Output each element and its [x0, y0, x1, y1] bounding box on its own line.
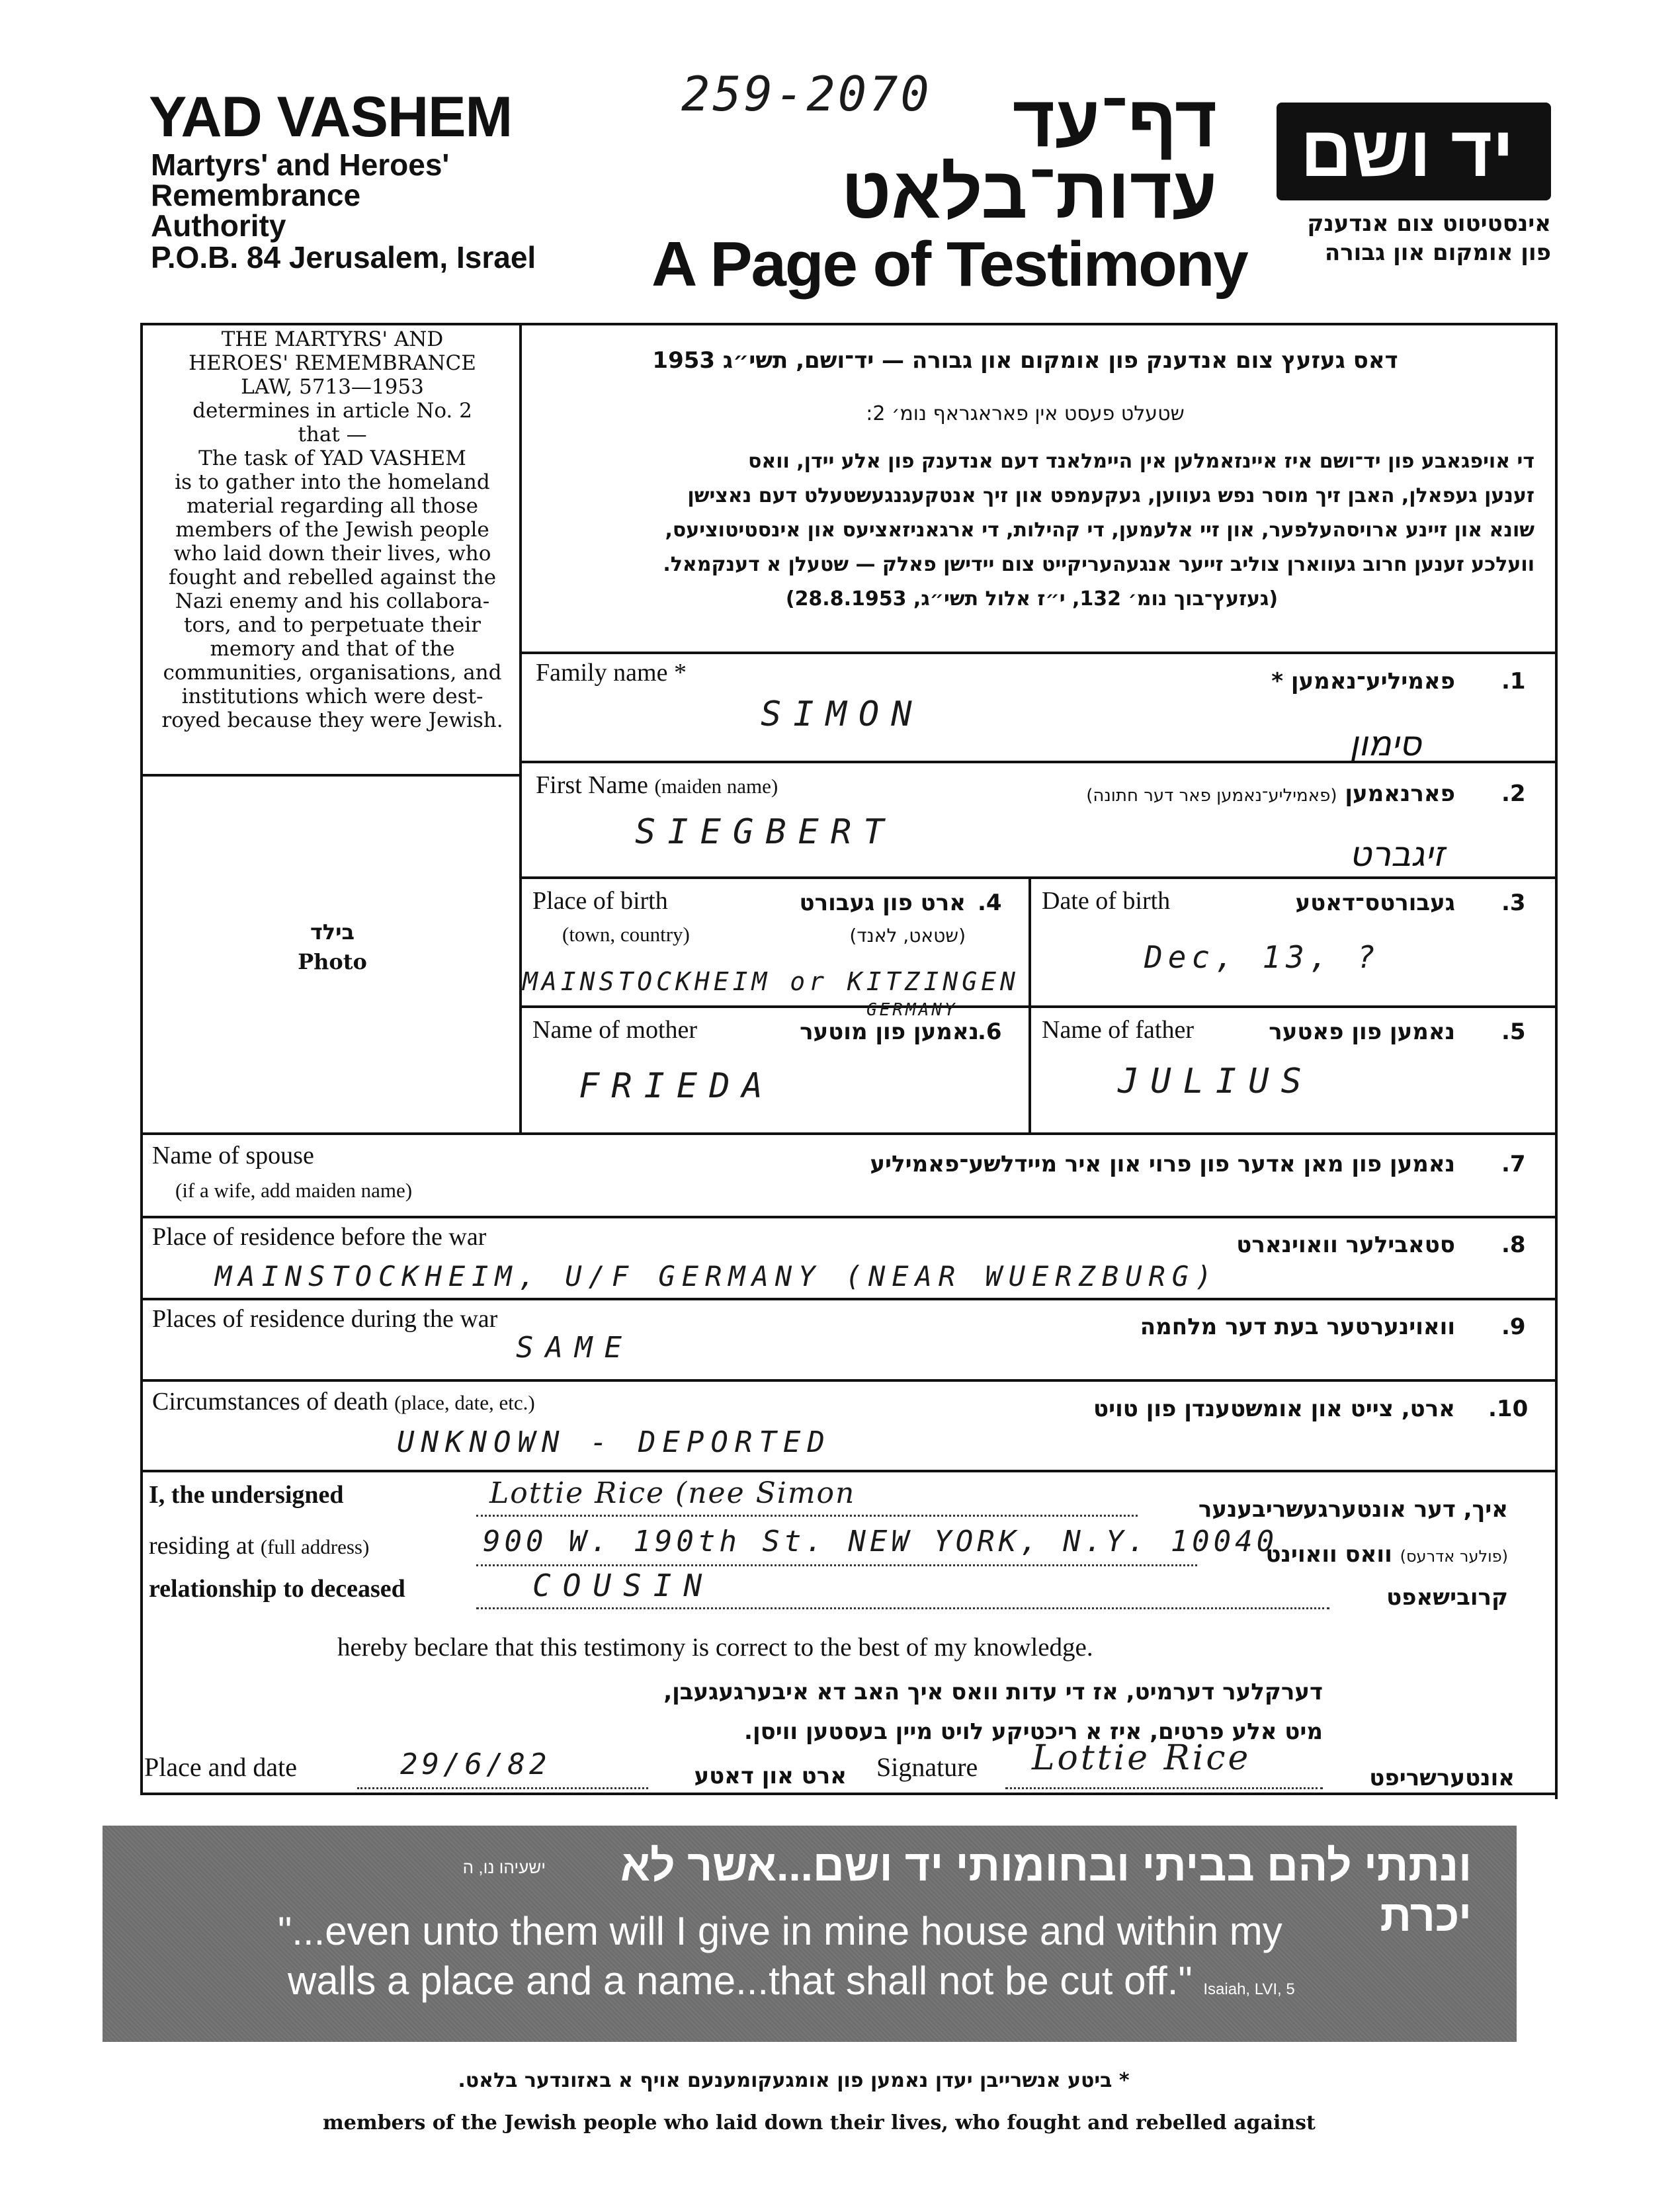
signature-label: Signature — [876, 1752, 978, 1782]
date-of-birth-label-yiddish: געבורטס־דאטע — [1295, 890, 1455, 916]
field-number: .7 — [1501, 1151, 1526, 1177]
residence-during-value[interactable]: SAME — [516, 1331, 634, 1365]
spouse-label-yiddish: נאמען פון מאן אדער פון פרוי און איר מיידלשע־פאמיליע — [870, 1151, 1455, 1177]
death-label-sub: (place, date, etc.) — [394, 1391, 535, 1414]
banner-english-2-text: walls a place and a name...that shall not be cut off." — [288, 1959, 1193, 2003]
first-name-label-main: First Name — [536, 771, 648, 799]
org-name: YAD VASHEM — [149, 85, 513, 149]
father-name-label: Name of father — [1042, 1016, 1194, 1044]
spouse-label-sub: (if a wife, add maiden name) — [175, 1179, 413, 1202]
law-line: communities, organisations, and — [163, 661, 502, 685]
declaration-english: hereby beclare that this testimony is correct to the best of my knowledge. — [337, 1633, 1093, 1662]
place-of-birth-value[interactable]: MAINSTOCKHEIM or KITZINGEN — [523, 967, 1019, 996]
residence-during-label: Places of residence during the war — [152, 1305, 498, 1333]
place-date-label: Place and date — [144, 1752, 297, 1782]
logo-subtitle-2: פון אומקום און גבורה — [1324, 239, 1551, 266]
field-number: .9 — [1501, 1314, 1526, 1340]
law-line: LAW, 5713—1953 — [241, 375, 424, 399]
date-of-birth-value[interactable]: Dec, 13, ? — [1144, 939, 1380, 975]
law-line: members of the Jewish people — [175, 518, 489, 542]
residing-label-main: residing at — [149, 1532, 255, 1560]
residing-label-sub: (full address) — [260, 1535, 370, 1558]
law-line: memory and that of the — [210, 637, 455, 661]
title-english: A Page of Testimony — [651, 229, 1247, 300]
first-name-label-yiddish-sub: (פאמיליע־נאמען פאר דער חתונה) — [1086, 786, 1337, 806]
photo-label: Photo — [298, 949, 367, 974]
residing-label — [149, 1531, 369, 1560]
logo-subtitle-1: אינסטיטוט צום אנדענק — [1307, 210, 1551, 237]
org-line-3: Authority — [151, 208, 286, 243]
org-address: P.O.B. 84 Jerusalem, Israel — [151, 240, 536, 275]
photo-label-yiddish: בילד — [310, 919, 355, 945]
law-yiddish-line: וועלכע זענען חרוב געווארן צוליב זייער אנגעהעריקייט צום יידישן פאלק — שטעלן א דענקמאל. — [663, 553, 1534, 576]
field-number: .3 — [1501, 890, 1526, 916]
law-line: is to gather into the homeland — [175, 470, 490, 494]
place-date-value[interactable]: 29/6/82 — [400, 1748, 551, 1781]
signature-label-yiddish: אונטערשריפט — [1369, 1765, 1515, 1791]
title-yiddish-1: דף־עד — [1012, 81, 1217, 162]
family-name-value[interactable]: SIMON — [761, 695, 924, 734]
family-name-label: Family name * — [536, 659, 687, 687]
field-number: .10 — [1488, 1396, 1529, 1422]
law-line: tors, and to perpetuate their — [184, 613, 481, 637]
archive-number: 259-2070 — [681, 66, 932, 122]
place-of-birth-label-sub: (town, country) — [562, 923, 690, 946]
law-yiddish-body — [529, 444, 1534, 616]
field-number: .4 — [978, 890, 1002, 916]
field-number: .6 — [978, 1019, 1002, 1045]
residing-sub-yiddish: (פולער אדרעס) — [1400, 1547, 1508, 1566]
scripture-banner — [103, 1826, 1517, 2042]
date-of-birth-label: Date of birth — [1042, 887, 1171, 915]
residing-label-yiddish-main: וואס וואוינט — [1265, 1541, 1392, 1568]
signature-value[interactable]: Lottie Rice — [1032, 1738, 1251, 1778]
relationship-value[interactable]: COUSIN — [532, 1568, 714, 1603]
first-name-label-sub: (maiden name) — [654, 775, 778, 798]
father-name-value[interactable]: JULIUS — [1118, 1062, 1314, 1101]
declaration-yiddish-2: מיט אלע פרטים, איז א ריכטיקע לויט מיין בעסטען וויסן. — [744, 1718, 1323, 1745]
residence-before-label: Place of residence before the war — [152, 1223, 487, 1251]
law-line: HEROES' REMEMBRANCE — [189, 351, 476, 375]
law-line: The task of YAD VASHEM — [198, 446, 466, 470]
field-number: .2 — [1501, 781, 1526, 807]
place-of-birth-label-yiddish-sub: (שטאט, לאנד) — [849, 925, 966, 947]
first-name-margin-note: זיגברט — [1349, 835, 1445, 874]
law-yiddish-line: זענען געפאלן, האבן זיך מוסר נפש געווען, געקעמפט און זיך אנטקעגנגעשטעלט דעם נאצישן — [687, 484, 1534, 507]
death-label-main: Circumstances of death — [152, 1388, 388, 1416]
banner-english-1: "...even unto them will I give in mine house and within my — [278, 1909, 1282, 1953]
residing-label-yiddish — [1204, 1541, 1508, 1568]
spouse-label: Name of spouse — [152, 1142, 314, 1169]
law-yiddish-line: שונא און זיינע ארויסהעלפער, און זיי אלעמען, די קהילות, די ארגאניזאציעס און אינסטיטוציעס, — [665, 519, 1534, 542]
field-number: .8 — [1501, 1232, 1526, 1258]
mother-name-label: Name of mother — [532, 1016, 698, 1044]
law-line: institutions which were dest- — [181, 685, 483, 708]
undersigned-label-yiddish: איך, דער אונטערגעשריבענער — [1198, 1496, 1508, 1523]
law-yiddish-title: דאס געזעץ צום אנדענק פון אומקום און גבורה — יד־ושם, תשי״ג 1953 — [652, 347, 1398, 374]
death-label — [152, 1387, 535, 1416]
law-yiddish-line: די אויפגאבע פון יד־ושם איז איינזאמלען אין היימלאנד דעם אנדענק פון אלע יידן, וואס — [748, 450, 1534, 473]
law-line: who laid down their lives, who — [173, 542, 491, 566]
mother-name-value[interactable]: FRIEDA — [579, 1066, 775, 1106]
residence-during-label-yiddish: וואוינערטער בעת דער מלחמה — [1140, 1314, 1455, 1340]
law-yiddish-line: (געזעץ־בוך נומ׳ 132, י״ז אלול תשי״ג, 28.8.1953) — [785, 587, 1279, 611]
place-date-label-yiddish: ארט און דאטע — [694, 1763, 847, 1789]
relationship-label-yiddish: קרובישאפט — [1386, 1584, 1508, 1611]
footnote-yiddish: * ביטע אנשרייבן יעדן נאמען פון אומגעקומענעם אויף א באזונדער בלאט. — [458, 2069, 1130, 2092]
field-number: .5 — [1501, 1019, 1526, 1045]
org-line-1: Martyrs' and Heroes' — [151, 148, 450, 182]
place-of-birth-label: Place of birth — [532, 887, 668, 915]
death-value[interactable]: UNKNOWN - DEPORTED — [397, 1425, 831, 1459]
law-english — [149, 327, 516, 732]
footnote-english: members of the Jewish people who laid down their lives, who fought and rebelled against — [323, 2111, 1316, 2135]
residing-value[interactable]: 900 W. 190th St. NEW YORK, N.Y. 10040 — [483, 1525, 1279, 1558]
logo-text: יד ושם — [1300, 111, 1514, 191]
org-line-2: Remembrance — [151, 178, 361, 212]
law-yiddish-sub: שטעלט פעסט אין פאראגראף נומ׳ 2: — [866, 402, 1185, 425]
residence-before-value[interactable]: MAINSTOCKHEIM, U/F GERMANY (NEAR WUERZBURG) — [215, 1260, 1219, 1292]
first-name-label-yiddish — [992, 781, 1455, 807]
law-line: that — — [298, 423, 367, 446]
logo-block — [1277, 103, 1551, 200]
law-line: fought and rebelled against the — [168, 566, 497, 589]
title-yiddish-2: עדות־בלאט — [841, 152, 1217, 233]
family-name-margin-note: סימון — [1349, 724, 1422, 764]
banner-hebrew-source: ישעיהו נו, ה — [462, 1857, 546, 1877]
residence-before-label-yiddish: סטאבילער וואוינארט — [1236, 1232, 1455, 1258]
banner-hebrew: ונתתי להם בביתי ובחומותי יד ושם...אשר לא יכרת — [620, 1841, 1472, 1940]
banner-english-source: Isaiah, LVI, 5 — [1203, 1980, 1295, 1998]
family-name-label-yiddish: פאמיליע־נאמען * — [1271, 668, 1455, 695]
law-line: THE MARTYRS' AND — [221, 327, 444, 351]
death-label-yiddish: ארט, צייט און אומשטענדן פון טויט — [1093, 1396, 1455, 1422]
law-line: Nazi enemy and his collabora- — [175, 589, 490, 613]
relationship-label: relationship to deceased — [149, 1575, 405, 1603]
father-name-label-yiddish: נאמען פון פאטער — [1269, 1019, 1455, 1045]
declaration-yiddish-1: דערקלער דערמיט, אז די עדות וואס איך האב דא איבערגעגעבן, — [663, 1679, 1323, 1705]
field-number: .1 — [1501, 668, 1526, 695]
law-line: material regarding all those — [187, 494, 478, 518]
place-of-birth-country[interactable]: GERMANY — [866, 1000, 958, 1020]
undersigned-value[interactable]: Lottie Rice (nee Simon — [489, 1476, 856, 1510]
first-name-label — [536, 771, 778, 800]
undersigned-label: I, the undersigned — [149, 1481, 344, 1509]
first-name-value[interactable]: SIEGBERT — [635, 812, 896, 852]
law-line: royed because they were Jewish. — [161, 708, 503, 732]
law-line: determines in article No. 2 — [192, 399, 472, 423]
mother-name-label-yiddish: נאמען פון מוטער — [800, 1019, 979, 1045]
first-name-label-yiddish-main: פארנאמען — [1345, 781, 1455, 807]
place-of-birth-label-yiddish: ארט פון געבורט — [799, 890, 966, 916]
banner-english-2 — [288, 1958, 1295, 2004]
